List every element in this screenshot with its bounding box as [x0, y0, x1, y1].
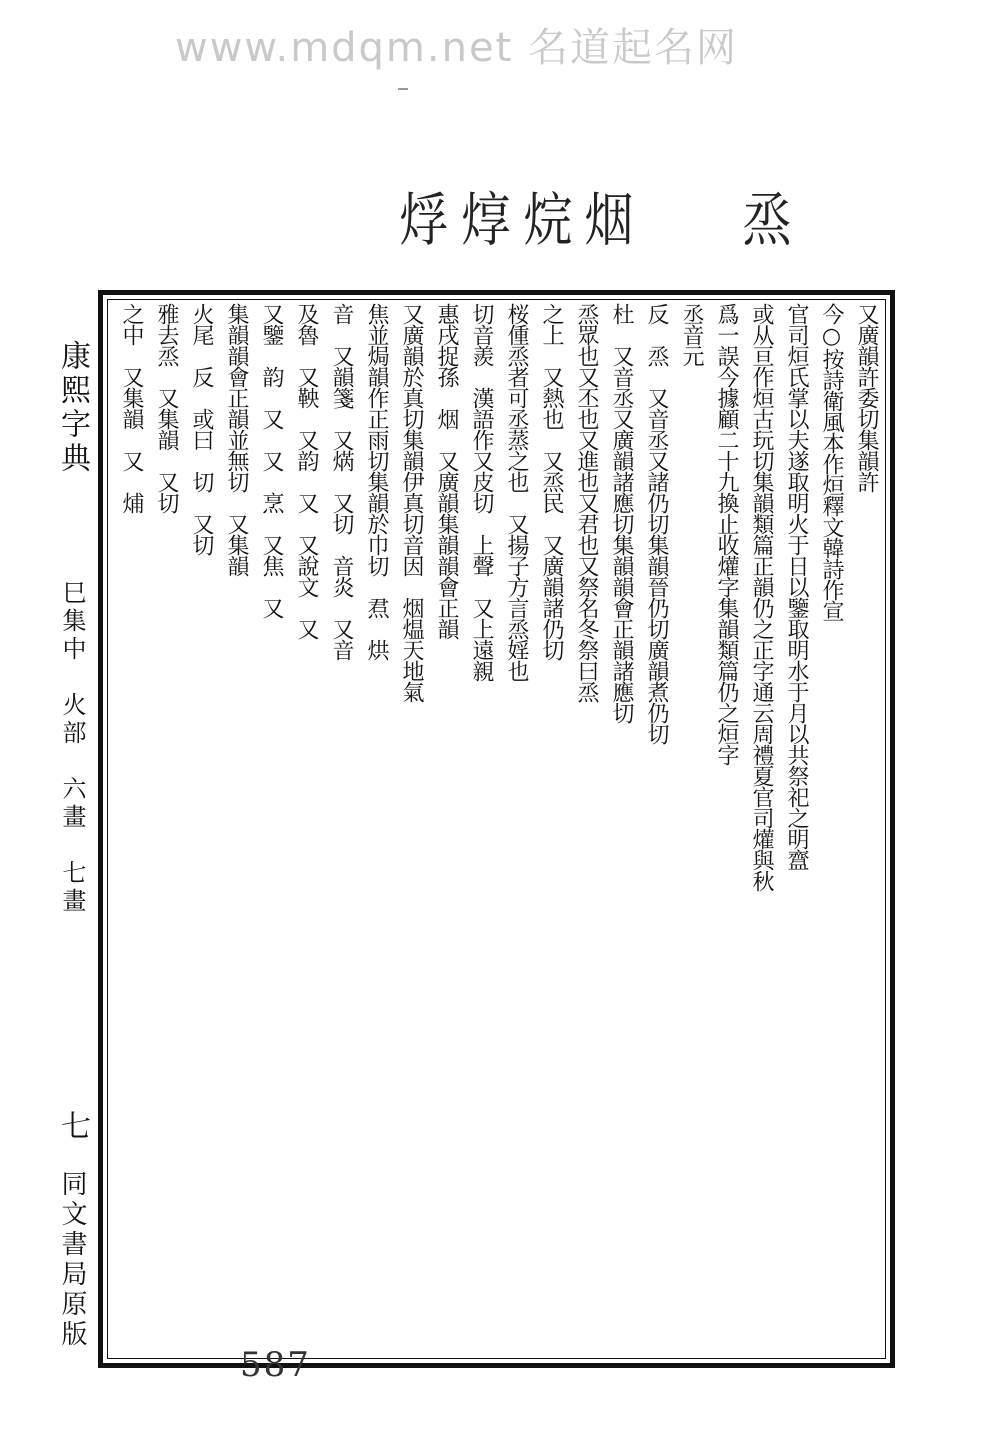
text-column: 集韻韻會正韻並無切 又集韻: [224, 303, 249, 576]
seal-char: 烟: [584, 186, 634, 254]
text-column: 杜 又音丞又廣韻諸應切集韻韻會正韻諸應切: [609, 303, 634, 723]
text-column: 烝眾也又丕也又進也又君也又祭名冬祭曰烝: [574, 303, 599, 702]
scan-mark: [398, 88, 408, 90]
text-column: 及魯 又鞅 又韵 又 又說文 又: [294, 303, 319, 639]
text-column: 桜偅烝者可丞蒸之也 又揚子方言烝婬也: [504, 303, 529, 681]
text-column: 又廣韻許委切集韻許: [854, 303, 879, 492]
seal-char: 烷: [523, 186, 573, 254]
text-column: 火尾 反 或曰 切 又切: [189, 303, 214, 555]
dictionary-title: 康熙字典: [55, 340, 90, 476]
text-column: 爲一誤今據顧二十九換止收爟字集韻類篇仍之烜字: [714, 303, 739, 765]
text-column: 切音羨 漢語作又皮切 上聲 又上遠親: [469, 303, 494, 681]
page-margin: [32, 340, 92, 1390]
text-column: 之中 又集韻 又 烳: [119, 303, 144, 513]
text-column: 或从亘作烜古玩切集韻類篇正韻仍之正字通云周禮夏官司爟與秋: [749, 303, 774, 891]
seal-group-right: [738, 165, 796, 275]
text-frame: [98, 290, 895, 1368]
text-column: 惠戌捉孫 烟 又廣韻集韻韻會正韻: [434, 303, 459, 639]
text-column: 反 烝 又音丞又諸仍切集韻晉仍切廣韻煮仍切: [644, 303, 669, 744]
text-column: 焦並焗韻作正雨切集韻於巾切 焄 烘: [364, 303, 389, 660]
text-columns: [109, 303, 884, 1355]
text-column: 雅去烝 又集韻 又切: [154, 303, 179, 513]
publisher-label: 同文書局原版: [57, 1170, 87, 1350]
text-column: 又鑒 韵 又 又 烹 又焦 又: [259, 303, 284, 618]
seal-char: 烰: [399, 186, 449, 254]
folio-number: 七: [55, 1110, 90, 1144]
text-column: 今○按詩衛風本作烜釋文韓詩作宣: [819, 303, 844, 621]
text-column: 之上 又熱也 又烝民 又廣韻諸仍切: [539, 303, 564, 660]
text-column: 官司烜氏掌以夫遂取明火于日以鑒取明水于月以共祭祀之明齍: [784, 303, 809, 870]
watermark: www.mdqm.net 名道起名网: [175, 25, 738, 71]
page-number: 587: [240, 1345, 311, 1385]
text-column: 音 又韻箋 又焫 又切 音炎 又音: [329, 303, 354, 660]
seal-group-left: [395, 165, 577, 275]
seal-group-mid: [580, 165, 638, 275]
text-column: 丞音元: [679, 303, 704, 366]
seal-char: 焞: [461, 186, 511, 254]
section-heading: 巳集中 火部 六畫 七畫: [58, 580, 86, 916]
text-column: 又廣韻於真切集韻伊真切音因 烟煴天地氣: [399, 303, 424, 702]
seal-char: 烝: [742, 186, 792, 254]
